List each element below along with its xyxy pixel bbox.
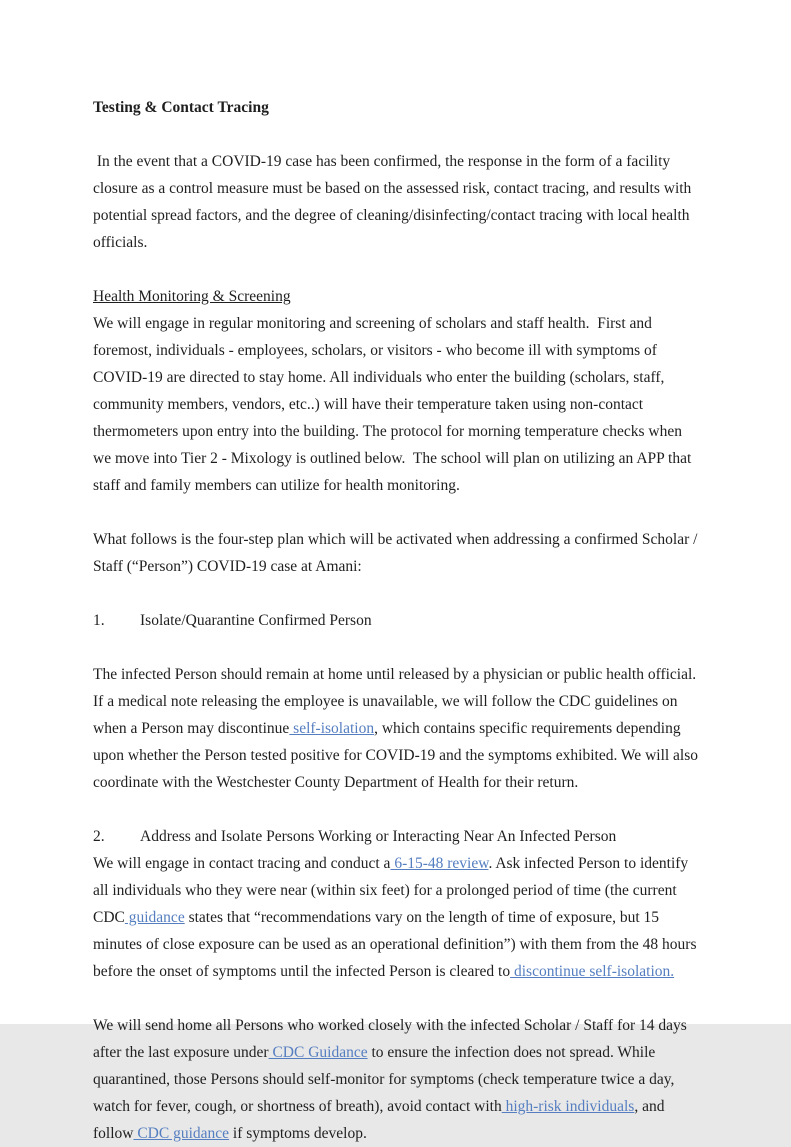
text-run: We will engage in regular monitoring and screening of scholars and staff health. First and foremost, individuals - employees, scholars, or visitors - who become ill with symptoms of COVID-19 are directed to stay home. All individuals who enter the building (scholars, staff, community members, vendors, etc..) will have their temperature taken using non-contact thermometers upon entry into the building. The protocol for morning temperature checks when we move into Tier 2 - Mixology is outlined below. The school will plan on utilizing an APP that staff and family members can utilize for health monitoring. [93, 315, 696, 494]
hyperlink[interactable]: CDC guidance [133, 1125, 230, 1142]
text-run: . Ask infected Person to identify all individuals who they were near (within six feet) for a prolonged period of time (the current CDC [93, 855, 693, 926]
text-run: What follows is the four-step plan which will be activated when addressing a confirmed Scholar / Staff (“Person”) COVID-19 case at Amani: [93, 531, 702, 575]
paragraph [93, 661, 700, 796]
numbered-item-text: Address and Isolate Persons Working or Interacting Near An Infected Person [140, 828, 617, 845]
document-title: Testing & Contact Tracing [93, 99, 269, 116]
text-run: , which contains specific requirements depending upon whether the Person tested positive for COVID-19 and the symptoms exhibited. We will also coordinate with the Westchester County Department of Health for their return. [93, 720, 702, 791]
paragraph [93, 850, 700, 985]
text-run: if symptoms develop. [229, 1125, 367, 1142]
text-run: The infected Person should remain at home until released by a physician or public health official. If a medical note releasing the employee is unavailable, we will follow the CDC guidelines on when a Person may discontinue [93, 666, 701, 737]
hyperlink[interactable]: CDC Guidance [268, 1044, 368, 1061]
text-run: to ensure the infection does not spread. While quarantined, those Persons should self-monitor for symptoms (check temperature twice a day, watch for fever, cough, or shortness of breath), avoid contact with [93, 1044, 679, 1115]
hyperlink[interactable]: high-risk individuals [501, 1098, 635, 1115]
paragraph [93, 1012, 700, 1147]
text-run: We will engage in contact tracing and conduct a [93, 855, 391, 872]
hyperlink[interactable]: self-isolation [289, 720, 375, 737]
text-run: states that “recommendations vary on the length of time of exposure, but 15 minutes of close exposure can be used as an operational definition”) with them from the 48 hours before the onset of symptoms until the infected Person is cleared to [93, 909, 701, 980]
paragraph [93, 148, 700, 256]
section-heading: Health Monitoring & Screening [93, 288, 291, 305]
list-number: 2. [93, 828, 105, 845]
numbered-item [93, 607, 700, 634]
paragraph [93, 310, 700, 499]
hyperlink[interactable]: 6-15-48 review [390, 855, 489, 872]
list-number: 1. [93, 612, 105, 629]
numbered-item-text: Isolate/Quarantine Confirmed Person [140, 612, 372, 629]
hyperlink[interactable]: discontinue self-isolation. [510, 963, 675, 980]
text-run: , and follow [93, 1098, 669, 1142]
text-run: We will send home all Persons who worked closely with the infected Scholar / Staff for 14 days after the last exposure under [93, 1017, 691, 1061]
text-run: In the event that a COVID-19 case has been confirmed, the response in the form of a facility closure as a control measure must be based on the assessed risk, contact tracing, and results with potential spread factors, and the degree of cleaning/disinfecting/contact tracing with local health officials. [93, 153, 696, 251]
paragraph [93, 526, 700, 580]
hyperlink[interactable]: guidance [124, 909, 185, 926]
numbered-item [93, 823, 700, 850]
